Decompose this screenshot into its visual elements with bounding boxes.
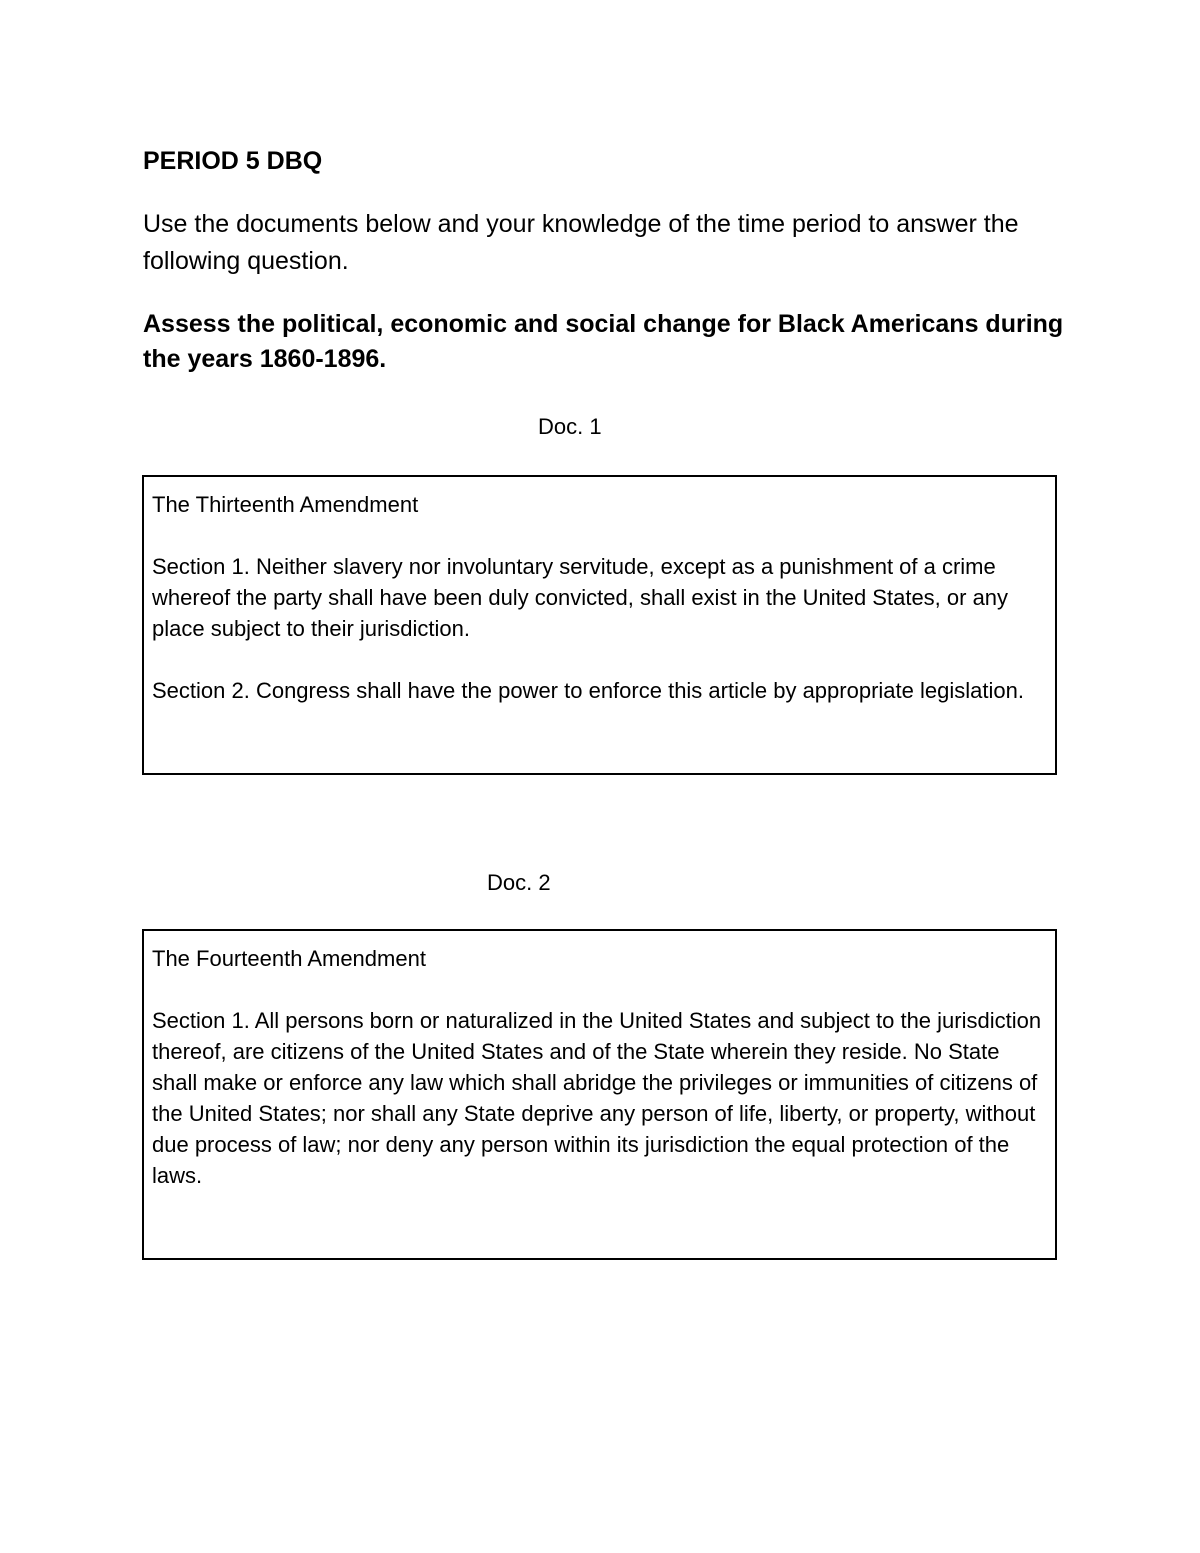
doc-2-label: Doc. 2 [487,870,551,895]
doc-1-section-1: Section 1. Neither slavery nor involuntary servitude, except as a punishment of a crime whereof the party shall have been duly convicted, shall exist in the United States, or any place subject to their jurisdiction. [152,554,1009,641]
doc-2-box [142,929,1057,1260]
dbq-question: Assess the political, economic and social change for Black Americans during the years 1860-1896. [143,310,1064,373]
doc-2-heading: The Fourteenth Amendment [152,946,426,971]
doc-1-heading: The Thirteenth Amendment [152,492,419,517]
doc-1-label: Doc. 1 [538,414,602,439]
doc-1-box [142,475,1057,775]
page-title: PERIOD 5 DBQ [143,147,323,175]
doc-1-section-2: Section 2. Congress shall have the power to enforce this article by appropriate legislation. [152,678,1024,703]
doc-2-section-1: Section 1. All persons born or naturalized in the United States and subject to the jurisdiction thereof, are citizens of the United States and of the State wherein they reside. No State shall make or enforce any law which shall abridge the privileges or immunities of citizens of the United States; nor shall any State deprive any person of life, liberty, or property, without due process of law; nor deny any person within its jurisdiction the equal protection of the laws. [152,1008,1042,1188]
instructions-text: Use the documents below and your knowledge of the time period to answer the following question. [143,210,1019,275]
